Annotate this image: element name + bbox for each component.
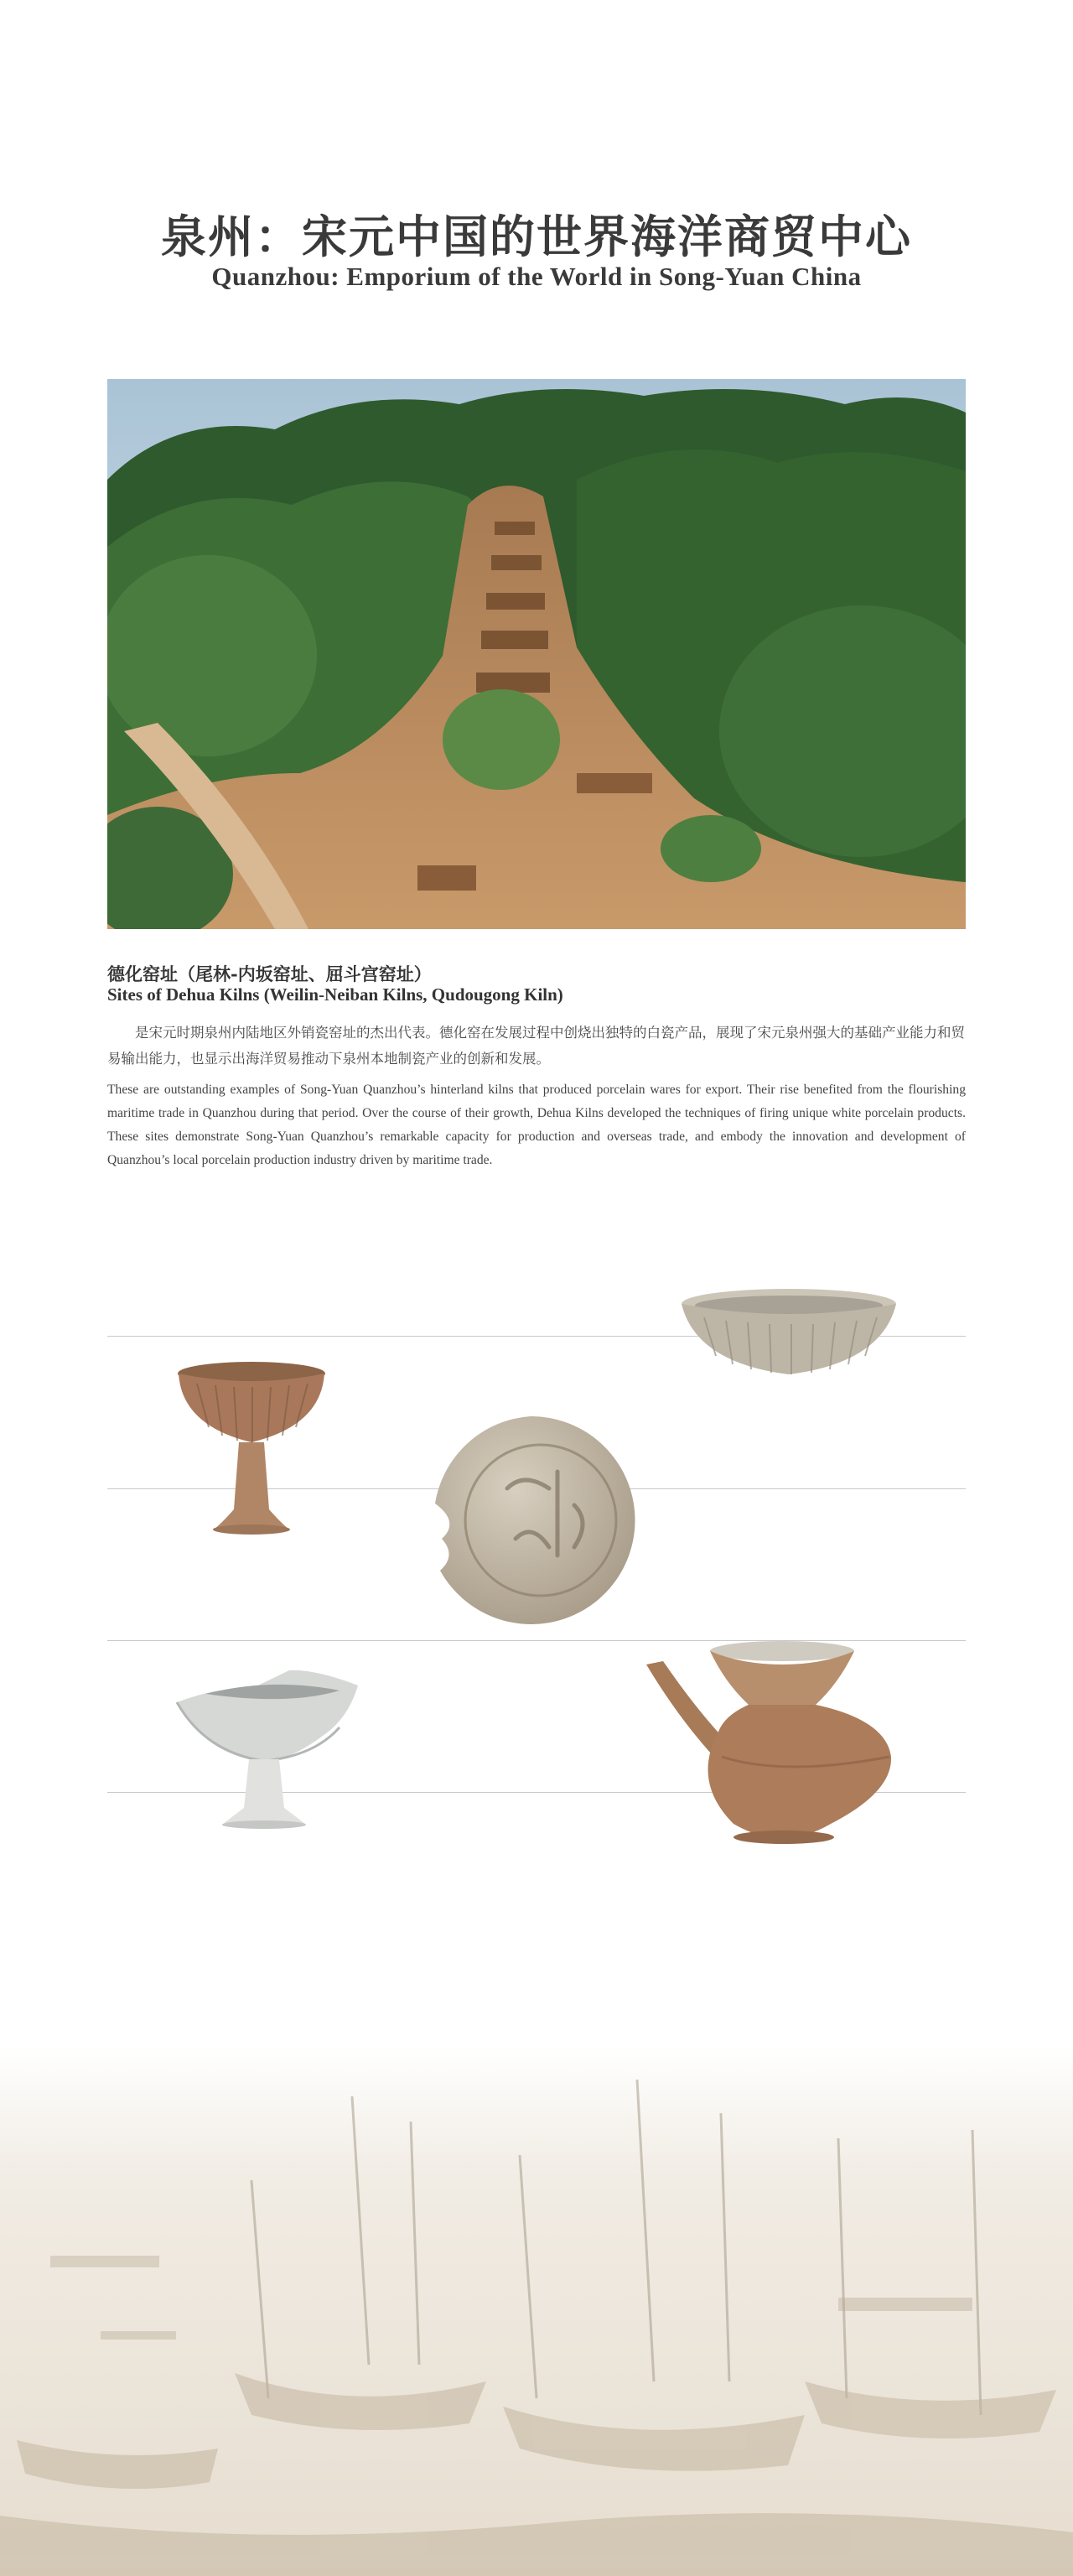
- sailing-ships-icon: [0, 2046, 1073, 2576]
- page-title-chinese: 泉州：宋元中国的世界海洋商贸中心: [161, 210, 912, 263]
- kiln-site-photo: [107, 379, 966, 929]
- section-title-english: Sites of Dehua Kilns (Weilin-Neiban Kilns, Qudougong Kiln): [107, 984, 563, 1005]
- ewer-with-spout-icon: [641, 1639, 897, 1851]
- ribbed-stem-cup-icon: [172, 1358, 331, 1535]
- page-title-english: Quanzhou: Emporium of the World in Song-Yuan China: [211, 262, 862, 291]
- ribbed-stem-cup: [172, 1358, 331, 1535]
- section-title-chinese: 德化窑址（尾林-内坂窑址、屈斗宫窑址）: [107, 963, 432, 984]
- ewer-with-spout: [641, 1639, 897, 1851]
- description-english: These are outstanding examples of Song-Yuan Quanzhou’s hinterland kilns that produced porcelain wares for export. Their rise benefited from the flourishing maritime trade in Quanzhou during that period. Over the course of their growth, Dehua Kilns developed the techniques of firing unique white porcelain products. These sites demonstrate Song-Yuan Quanzhou’s remarkable capacity for production and overseas trade, and embody the innovation and development of Quanzhou’s local porcelain production industry driven by maritime trade.: [107, 1083, 966, 1167]
- hillside-kiln-icon: [107, 379, 966, 929]
- white-stem-cup-icon: [172, 1669, 365, 1828]
- inscribed-round-box: [423, 1413, 638, 1628]
- ribbed-bowl-icon: [679, 1287, 899, 1379]
- ribbed-bowl: [679, 1287, 899, 1379]
- harbour-mural: [0, 2046, 1073, 2576]
- white-stem-cup: [172, 1669, 365, 1828]
- description-chinese: 是宋元时期泉州内陆地区外销瓷窑址的杰出代表。德化窑在发展过程中创烧出独特的白瓷产品，展现了宋元泉州强大的基础产业能力和贸易输出能力，也显示出海洋贸易推动下泉州本地制瓷产业的创新和发展。: [107, 1025, 965, 1067]
- inscribed-round-box-icon: [423, 1413, 638, 1628]
